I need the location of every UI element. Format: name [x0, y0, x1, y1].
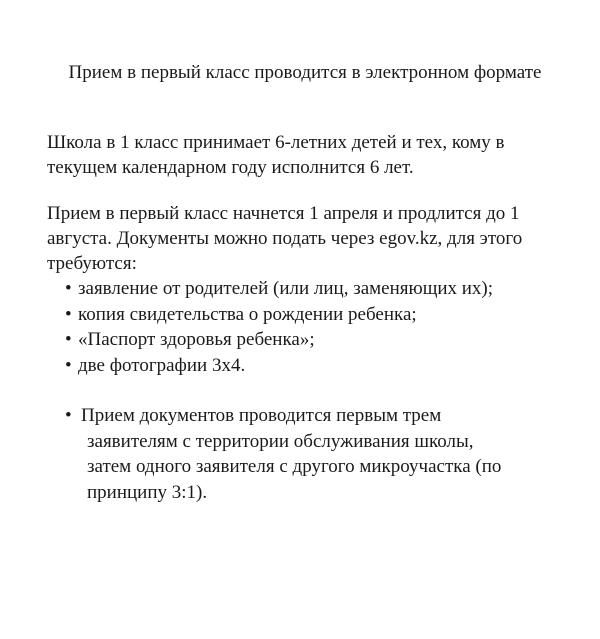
note-line: заявителям с территории обслуживания школы, — [87, 430, 474, 452]
list-item-text: две фотографии 3х4. — [78, 354, 246, 376]
bullet-icon: • — [65, 405, 72, 426]
required-documents-list — [65, 276, 580, 378]
bullet-icon: • — [65, 329, 72, 350]
note-line-text: Прием документов проводится первым трем — [81, 405, 442, 426]
processing-order-note — [65, 403, 575, 505]
list-item-text: копия свидетельства о рождении ребенка; — [78, 303, 417, 325]
bullet-icon: • — [65, 303, 72, 325]
document-title: Прием в первый класс проводится в электронном формате — [68, 62, 542, 83]
note-line: принципу 3:1). — [87, 481, 208, 503]
bullet-icon: • — [65, 354, 72, 376]
bullet-icon: • — [65, 278, 72, 299]
list-item — [65, 327, 580, 353]
list-item-text: «Паспорт здоровья ребенка»; — [78, 329, 315, 350]
list-item — [65, 276, 580, 302]
list-item — [65, 353, 580, 379]
list-item — [65, 302, 580, 328]
note-line — [65, 403, 575, 429]
note-line: затем одного заявителя с другого микроучастка (по — [87, 456, 502, 477]
age-requirement-paragraph: Школа в 1 класс принимает 6-летних детей и тех, кому в текущем календарном году исполнится 6 лет. — [47, 132, 505, 178]
admission-dates-paragraph: Прием в первый класс начнется 1 апреля и продлится до 1 августа. Документы можно подать через egov.kz, для этого требуются: — [47, 203, 523, 274]
list-item-text: заявление от родителей (или лиц, заменяющих их); — [78, 278, 494, 299]
